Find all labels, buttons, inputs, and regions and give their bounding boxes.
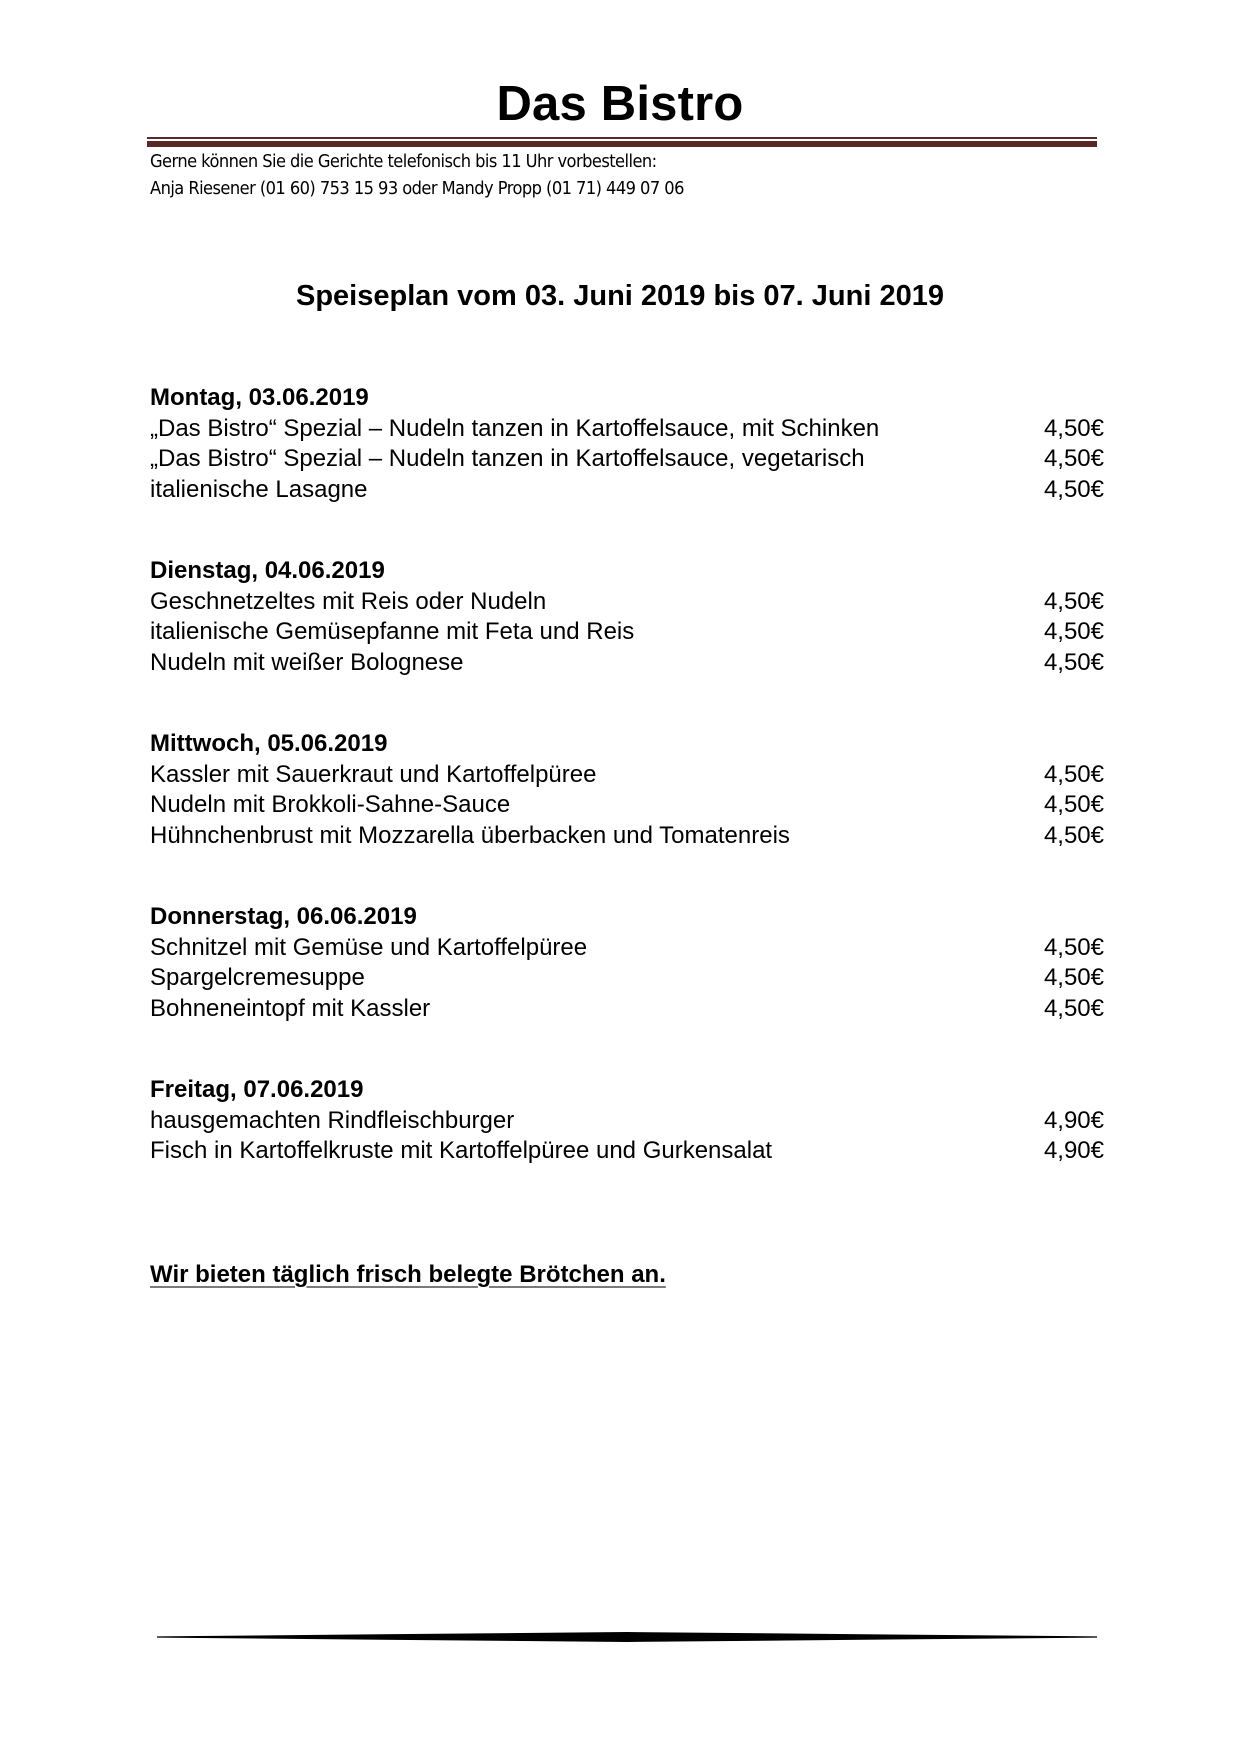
dish-row bbox=[150, 587, 1104, 618]
dish-price: 4,50€ bbox=[1043, 414, 1104, 442]
dish-name: „Das Bistro“ Spezial – Nudeln tanzen in Kartoffelsauce, vegetarisch bbox=[150, 445, 865, 472]
dish-name: Kassler mit Sauerkraut und Kartoffelpüree bbox=[150, 760, 597, 788]
dish-row bbox=[150, 963, 1104, 994]
dish-price: 4,50€ bbox=[1043, 760, 1104, 788]
dish-row bbox=[150, 414, 1104, 445]
dish-name: Bohneneintopf mit Kassler bbox=[150, 994, 431, 1022]
dish-price: 4,50€ bbox=[1043, 475, 1104, 503]
dish-name: Spargelcremesuppe bbox=[150, 964, 365, 991]
dish-price: 4,50€ bbox=[1043, 933, 1104, 961]
page-title: Das Bistro bbox=[496, 77, 744, 131]
day-section-friday bbox=[150, 1075, 1104, 1248]
dish-row bbox=[150, 933, 1104, 964]
day-title: Freitag, 07.06.2019 bbox=[150, 1076, 364, 1103]
dish-price: 4,50€ bbox=[1043, 648, 1104, 676]
dish-row bbox=[150, 994, 1104, 1025]
header-divider-thick-line bbox=[147, 141, 1097, 147]
dish-row bbox=[150, 821, 1104, 852]
menu-plan-heading: Speiseplan vom 03. Juni 2019 bis 07. Juni 2019 bbox=[296, 280, 944, 312]
dish-name: italienische Lasagne bbox=[150, 475, 368, 503]
dish-row bbox=[150, 475, 1104, 506]
day-title: Montag, 03.06.2019 bbox=[150, 384, 369, 411]
header-divider-thin-line bbox=[147, 137, 1097, 139]
footer-divider bbox=[157, 1630, 1097, 1644]
dish-price: 4,90€ bbox=[1043, 1137, 1104, 1164]
weekly-menu bbox=[150, 383, 1104, 1248]
dish-price: 4,90€ bbox=[1043, 1106, 1104, 1134]
day-section-thursday bbox=[150, 902, 1104, 1075]
header-divider bbox=[147, 137, 1097, 148]
dish-row bbox=[150, 617, 1104, 648]
day-title: Mittwoch, 05.06.2019 bbox=[150, 730, 388, 757]
dish-price: 4,50€ bbox=[1043, 587, 1104, 615]
day-section-wednesday bbox=[150, 729, 1104, 902]
preorder-notice: Gerne können Sie die Gerichte telefonisch bis 11 Uhr vorbestellen: bbox=[150, 152, 657, 172]
day-section-monday bbox=[150, 383, 1104, 556]
dish-price: 4,50€ bbox=[1043, 445, 1104, 472]
day-title: Donnerstag, 06.06.2019 bbox=[150, 903, 417, 930]
dish-name: „Das Bistro“ Spezial – Nudeln tanzen in Kartoffelsauce, mit Schinken bbox=[150, 414, 880, 442]
dish-price: 4,50€ bbox=[1043, 618, 1104, 645]
day-section-tuesday bbox=[150, 556, 1104, 729]
contact-phone-numbers: Anja Riesener (01 60) 753 15 93 oder Mandy Propp (01 71) 449 07 06 bbox=[150, 179, 684, 199]
dish-row bbox=[150, 648, 1104, 679]
dish-name: italienische Gemüsepfanne mit Feta und Reis bbox=[150, 618, 635, 645]
dish-price: 4,50€ bbox=[1043, 964, 1104, 991]
dish-name: Hühnchenbrust mit Mozzarella überbacken und Tomatenreis bbox=[150, 821, 790, 849]
dish-name: Fisch in Kartoffelkruste mit Kartoffelpüree und Gurkensalat bbox=[150, 1137, 773, 1164]
contact-info bbox=[150, 149, 684, 203]
dish-price: 4,50€ bbox=[1043, 791, 1104, 818]
dish-name: Nudeln mit Brokkoli-Sahne-Sauce bbox=[150, 791, 511, 818]
dish-row bbox=[150, 1136, 1104, 1167]
bread-rolls-note: Wir bieten täglich frisch belegte Brötchen an. bbox=[150, 1261, 666, 1288]
dish-row bbox=[150, 444, 1104, 475]
dish-row bbox=[150, 790, 1104, 821]
dish-row bbox=[150, 760, 1104, 791]
dish-price: 4,50€ bbox=[1043, 821, 1104, 849]
dish-name: Geschnetzeltes mit Reis oder Nudeln bbox=[150, 587, 547, 615]
dish-row bbox=[150, 1106, 1104, 1137]
dish-price: 4,50€ bbox=[1043, 994, 1104, 1022]
dish-name: Schnitzel mit Gemüse und Kartoffelpüree bbox=[150, 933, 588, 961]
day-title: Dienstag, 04.06.2019 bbox=[150, 557, 385, 584]
dish-name: hausgemachten Rindfleischburger bbox=[150, 1106, 515, 1134]
dish-name: Nudeln mit weißer Bolognese bbox=[150, 648, 464, 676]
